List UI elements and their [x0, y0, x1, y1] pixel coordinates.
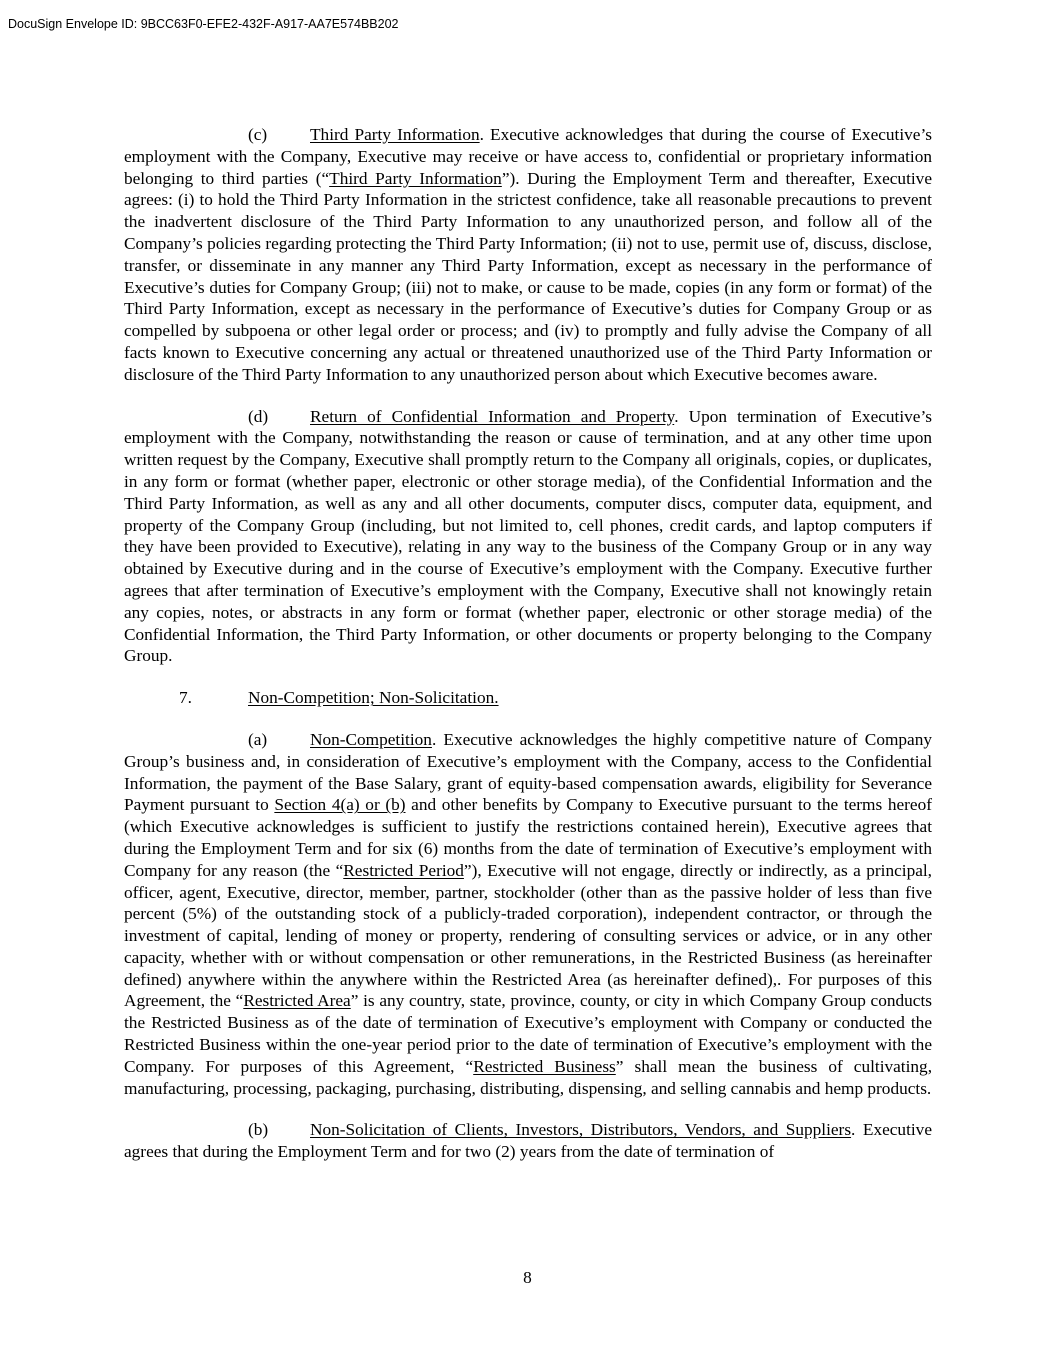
- section-7-title: Non-Competition; Non-Solicitation.: [248, 688, 499, 708]
- paragraph-a-title: Non-Competition: [310, 729, 432, 749]
- paragraph-a-text-3: ”), Executive will not engage, directly or indirectly, as a principal, officer, agent, Executive, director, member, partner, stockholder (other than as the passive holder of less than five percent (5%) of the outstanding stock of a publicly-traded corporation), independent contractor, or through the investment of capital, lending of money or property, rendering of consulting services or advice, or in any other capacity, whether with or without compensation or other remunerations, in the Restricted Business (as hereinafter defined) anywhere within the anywhere within the Restricted Area (as hereinafter defined),. For purposes of this Agreement, the “: [124, 860, 932, 1011]
- paragraph-a-label: (a): [248, 729, 268, 749]
- paragraph-a-text-4: ” is any country, state, province, county, or city in which Company Group conducts the Restricted Business as of the date of termination of Executive’s employment with Company or conducted the Restricted Business within the one-year period prior to the date of termination of Executive’s employment with the Company. For purposes of this Agreement, “: [124, 991, 932, 1076]
- paragraph-a-text-5: ” shall mean the business of cultivating, manufacturing, processing, packaging, purchasing, distributing, dispensing, and selling cannabis and hemp products.: [124, 1056, 933, 1098]
- section-7-number: 7.: [179, 688, 192, 708]
- section-7-heading: [124, 687, 932, 709]
- page-number: 8: [523, 1268, 532, 1287]
- paragraph-b: [124, 1119, 932, 1163]
- paragraph-b-title: Non-Solicitation of Clients, Investors, Distributors, Vendors, and Suppliers: [310, 1120, 852, 1140]
- paragraph-c-text-1: . Executive acknowledges that during the course of Executive’s employment with the Company, Executive may receive or have access to, confidential or proprietary information belonging to third parties (“: [124, 125, 932, 188]
- paragraph-c-label: (c): [248, 125, 268, 144]
- paragraph-c-text-2: ”). During the Employment Term and thereafter, Executive agrees: (i) to hold the Third Party Information in the strictest confidence, take all reasonable precautions to prevent the inadvertent disclosure of the Third Party Information to any unauthorized person, and follow all of the Company’s policies regarding protecting the Third Party Information; (ii) not to use, permit use of, discuss, disclose, transfer, or disseminate in any manner any Third Party Information, except as necessary in the performance of Executive’s duties for Company Group; (iii) not to make, or cause to be made, copies (in any form or format) of the Third Party Information, except as necessary in the performance of Executive’s duties for Company Group or as compelled by subpoena or other legal order or process; and (iv) to promptly and fully advise the Company of all facts known to Executive concerning any actual or threatened unauthorized use of the Third Party Information or disclosure of the Third Party Information to any unauthorized person about which Executive becomes aware.: [124, 168, 932, 384]
- paragraph-d: [124, 406, 932, 668]
- paragraph-d-label: (d): [248, 406, 269, 426]
- section-reference: Section 4(a) or (b): [274, 795, 406, 815]
- paragraph-a-text-1: . Executive acknowledges the highly competitive nature of Company Group’s business and, in consideration of Executive’s employment with the Company, access to the Confidential Information, the payment of the Base Salary, grant of equity-based compensation awards, eligibility for Severance Payment pursuant to: [124, 729, 932, 815]
- document-body: [124, 124, 932, 1183]
- paragraph-a: [124, 729, 932, 1100]
- paragraph-b-text-1: . Executive agrees that during the Employment Term and for two (2) years from the date of termination of: [124, 1120, 932, 1162]
- paragraph-c-title: Third Party Information: [310, 125, 480, 144]
- defined-term-third-party-information: Third Party Information: [329, 168, 502, 188]
- defined-term-restricted-area: Restricted Area: [243, 991, 351, 1011]
- paragraph-c: [124, 124, 932, 386]
- defined-term-restricted-period: Restricted Period: [343, 860, 464, 880]
- envelope-id: DocuSign Envelope ID: 9BCC63F0-EFE2-432F-A917-AA7E574BB202: [8, 17, 399, 31]
- paragraph-a-text-2: and other benefits by Company to Executive pursuant to the terms hereof (which Executive acknowledges is sufficient to justify the restrictions contained herein), Executive agrees that during the Employment Term and for six (6) months from the date of termination of Executive’s employment with Company for any reason (the “: [124, 795, 932, 880]
- paragraph-d-text-1: . Upon termination of Executive’s employment with the Company, notwithstanding the reason or cause of termination, and at any other time upon written request by the Company, Executive shall promptly return to the Company all originals, copies, or duplicates, in any form or format (whether paper, electronic or other storage media), of the Confidential Information and the Third Party Information, as well as any and all other documents, computer discs, computer data, equipment, and property of the Company Group (including, but not limited to, cell phones, credit cards, and laptop computers if they have been provided to Executive), relating in any way to the business of the Company Group or in any way obtained by Executive during and in the course of Executive’s employment with the Company. Executive further agrees that after termination of Executive’s employment with the Company, Executive shall not knowingly retain any copies, notes, or abstracts in any form or format (whether paper, electronic or other storage media) of the Confidential Information, the Third Party Information, or other documents or property belonging to the Company Group.: [124, 406, 932, 666]
- paragraph-d-title: Return of Confidential Information and Property: [310, 406, 675, 426]
- defined-term-restricted-business: Restricted Business: [473, 1056, 616, 1076]
- paragraph-b-label: (b): [248, 1120, 269, 1140]
